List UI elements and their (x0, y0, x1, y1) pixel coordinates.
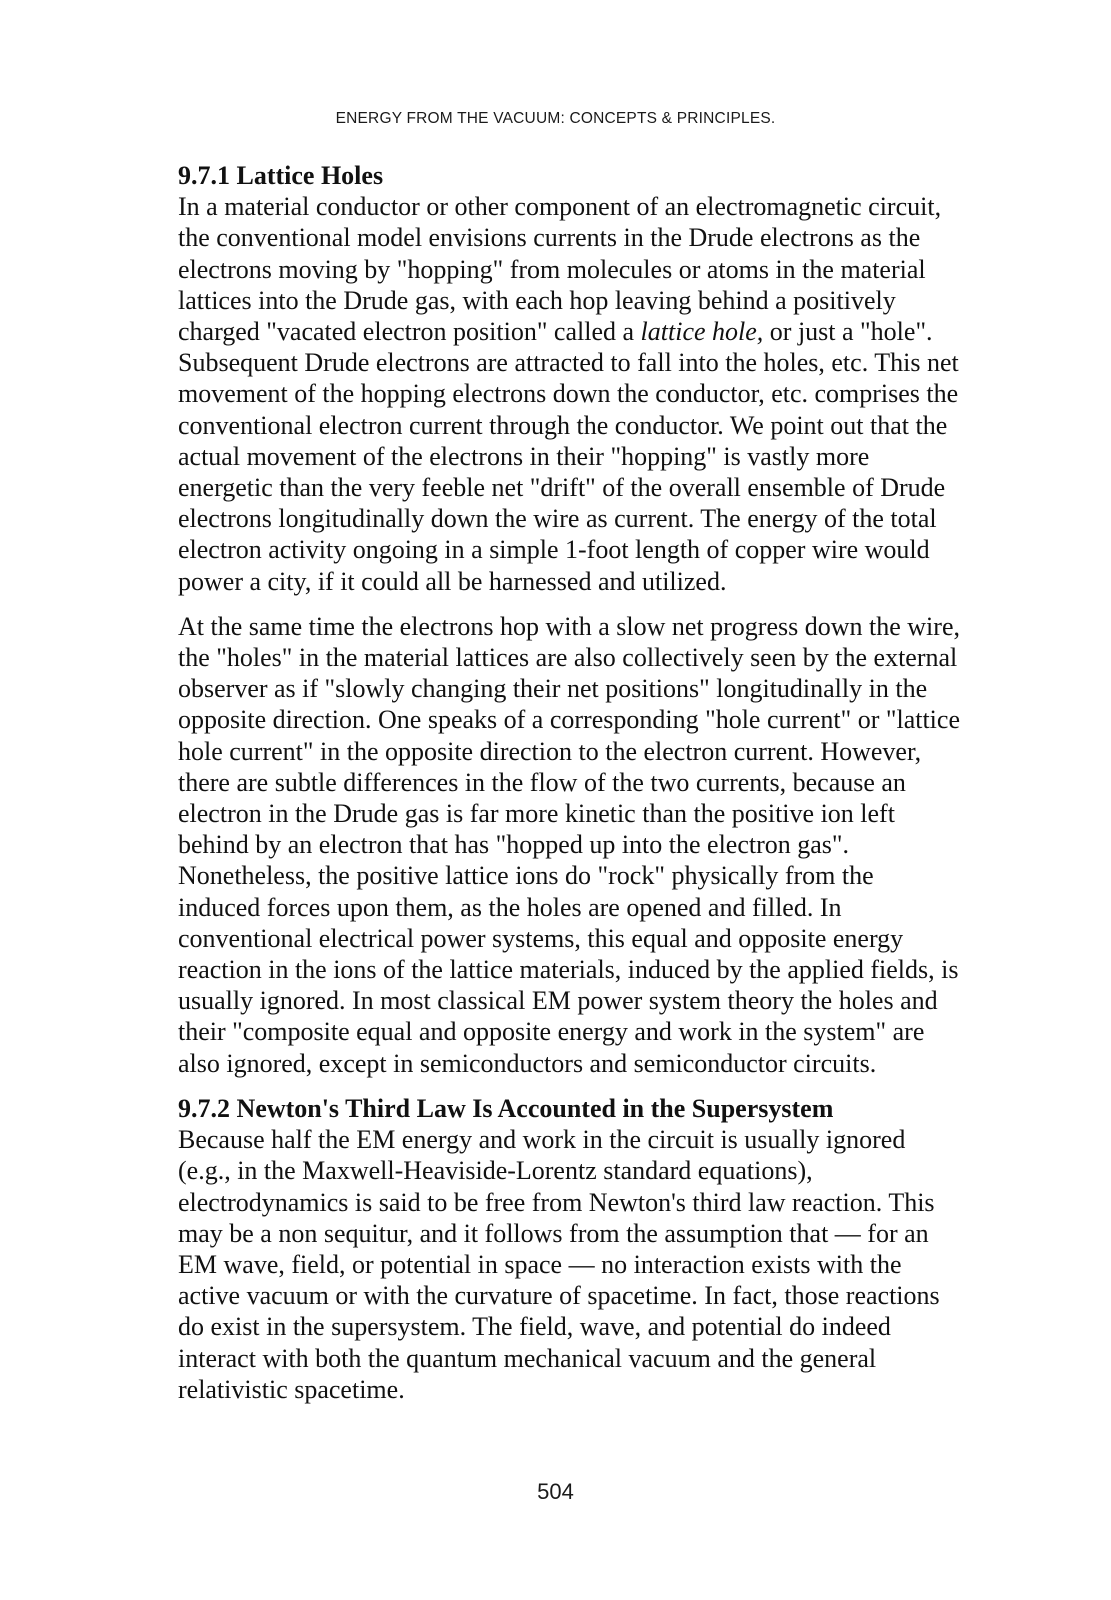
page-body (178, 160, 1038, 1405)
text-line: movement of the hopping electrons down the conductor, etc. comprises the (178, 379, 959, 409)
text-line: also ignored, except in semiconductors and semiconductor circuits. (178, 1048, 877, 1078)
text-line: conventional electron current through the conductor. We point out that the (178, 410, 948, 440)
text-line: Nonetheless, the positive lattice ions do "rock" physically from the (178, 861, 874, 891)
paragraph (178, 191, 1038, 597)
paragraph (178, 1124, 1038, 1405)
text-line: electrons moving by "hopping" from molecules or atoms in the material (178, 254, 926, 284)
text-line: electron in the Drude gas is far more kinetic than the positive ion left (178, 799, 895, 829)
page-number: 504 (537, 1479, 574, 1504)
text-line: lattices into the Drude gas, with each hop leaving behind a positively (178, 285, 896, 315)
text-line: energetic than the very feeble net "drift" of the overall ensemble of Drude (178, 473, 946, 503)
running-header: ENERGY FROM THE VACUUM: CONCEPTS & PRINCIPLES. (335, 110, 776, 127)
text-line: opposite direction. One speaks of a corresponding "hole current" or "lattice (178, 705, 960, 735)
text-line: active vacuum or with the curvature of spacetime. In fact, those reactions (178, 1281, 940, 1311)
text-line: electron activity ongoing in a simple 1-foot length of copper wire would (178, 535, 930, 565)
text-line: Because half the EM energy and work in the circuit is usually ignored (178, 1125, 906, 1155)
section (178, 160, 1038, 1079)
section-heading: 9.7.1 Lattice Holes (178, 161, 384, 190)
text-line: conventional electrical power systems, this equal and opposite energy (178, 923, 904, 953)
text-line: may be a non sequitur, and it follows from the assumption that — for an (178, 1218, 929, 1248)
text-line: hole current" in the opposite direction to the electron current. However, (178, 736, 922, 766)
text-line: interact with both the quantum mechanical vacuum and the general (178, 1343, 877, 1373)
section-heading: 9.7.2 Newton's Third Law Is Accounted in the Supersystem (178, 1093, 834, 1123)
section (178, 1093, 1038, 1405)
text-run: charged "vacated electron position" called a (178, 317, 641, 347)
text-run: or just a "hole". (763, 317, 933, 347)
text-line: their "composite equal and opposite energy and work in the system" are (178, 1017, 925, 1047)
text-line: the conventional model envisions currents in the Drude electrons as the (178, 223, 921, 253)
text-line: observer as if "slowly changing their net positions" longitudinally in the (178, 674, 928, 704)
text-line: reaction in the ions of the lattice materials, induced by the applied fields, is (178, 955, 959, 985)
paragraph (178, 611, 1038, 1079)
text-line: actual movement of the electrons in their "hopping" is vastly more (178, 441, 870, 471)
text-line: do exist in the supersystem. The field, wave, and potential do indeed (178, 1312, 891, 1342)
text-line: usually ignored. In most classical EM power system theory the holes and (178, 986, 938, 1016)
text-line: there are subtle differences in the flow of the two currents, because an (178, 767, 906, 797)
text-line: (e.g., in the Maxwell-Heaviside-Lorentz standard equations), (178, 1156, 813, 1186)
text-line: the "holes" in the material lattices are also collectively seen by the external (178, 643, 958, 673)
text-line: At the same time the electrons hop with a slow net progress down the wire, (178, 611, 960, 641)
text-line: electrodynamics is said to be free from Newton's third law reaction. This (178, 1187, 935, 1217)
text-line: induced forces upon them, as the holes are opened and filled. In (178, 892, 842, 922)
text-line: EM wave, field, or potential in space — no interaction exists with the (178, 1249, 902, 1279)
text-line: Subsequent Drude electrons are attracted to fall into the holes, etc. This net (178, 348, 959, 378)
text-line: relativistic spacetime. (178, 1374, 405, 1404)
text-line: power a city, if it could all be harnessed and utilized. (178, 566, 727, 596)
italic-term: lattice hole, (640, 317, 764, 347)
text-line (178, 316, 1038, 347)
text-line: In a material conductor or other component of an electromagnetic circuit, (178, 192, 942, 222)
text-line: behind by an electron that has "hopped up into the electron gas". (178, 830, 850, 860)
text-line: electrons longitudinally down the wire as current. The energy of the total (178, 504, 937, 534)
